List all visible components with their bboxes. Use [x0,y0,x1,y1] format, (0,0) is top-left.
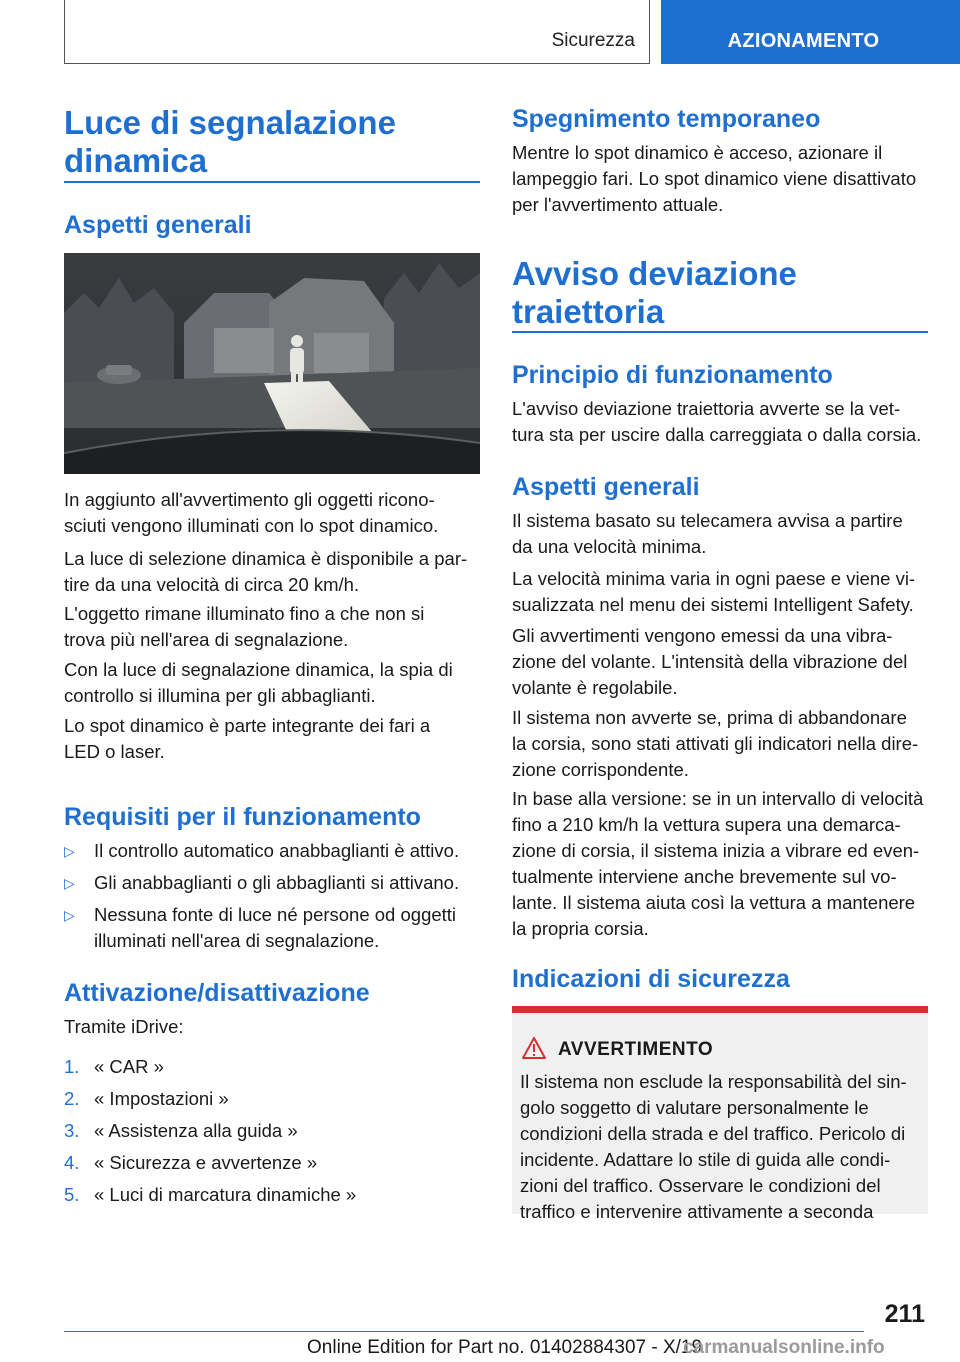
step-number: 1. [64,1056,80,1077]
bullet-triangle-icon: ▷ [64,843,75,859]
left-paragraph-5 [64,713,480,765]
left-p1-line-2: sciuti vengono illuminati con lo spot dinamico. [64,515,439,536]
right-off-line-2: lampeggio fari. Lo spot dinamico viene disattivato [512,168,917,189]
right-title-rule [512,331,928,333]
right-p5-line-3: zione di corsia, il sistema inizia a vibrare ed even- [512,840,920,861]
right-title [512,255,797,331]
step-number: 5. [64,1184,80,1205]
right-p4-line-1: Il sistema non avverte se, prima di abbandonare [512,707,907,728]
right-p5-line-5: lante. Il sistema aiuta così la vettura a mantenere [512,892,916,913]
step-item [64,1054,480,1080]
right-title-line-1: Avviso deviazione [512,255,797,292]
right-p5-line-1: In base alla versione: se in un intervallo di velocità [512,788,924,809]
footer-watermark: carmanualsonline.info [683,1337,885,1358]
left-general-heading: Aspetti generali [64,211,252,239]
header-section-box [64,0,650,64]
step-text: « Sicurezza e avvertenze » [94,1152,318,1173]
left-title [64,104,396,180]
requirement-text: Gli anabbaglianti o gli abbaglianti si attivano. [94,872,460,893]
step-item [64,1150,480,1176]
left-paragraph-3 [64,601,480,653]
step-item [64,1086,480,1112]
left-p2-line-1: La luce di selezione dinamica è disponibile a par- [64,548,468,569]
right-paragraph-2 [512,566,930,618]
warning-box [512,1006,928,1222]
left-p3-line-1: L'oggetto rimane illuminato fino a che non si [64,603,425,624]
activation-intro: Tramite iDrive: [64,1016,184,1037]
warning-line-6: traffico e intervenire attivamente a seconda [520,1201,874,1222]
left-paragraph-1 [64,487,480,539]
left-paragraph-4 [64,657,480,709]
header-chapter-label: AZIONAMENTO [727,30,880,52]
right-off-heading: Spegnimento temporaneo [512,105,821,133]
right-principle-heading: Principio di funzionamento [512,361,833,389]
left-p5-line-1: Lo spot dinamico è parte integrante dei fari a [64,715,431,736]
left-title-line-1: Luce di segnalazione [64,104,396,141]
requirement-item [64,838,480,864]
warning-line-5: zioni del traffico. Osservare le condizioni del [520,1175,881,1196]
right-p3-line-3: volante è regolabile. [512,677,678,698]
warning-text [520,1069,922,1225]
right-paragraph-4 [512,705,930,783]
right-p1-line-2: da una velocità minima. [512,536,707,557]
right-principle-line-1: L'avviso deviazione traiettoria avverte se la vet- [512,398,901,419]
step-text: « Impostazioni » [94,1088,229,1109]
requirement-item [64,902,480,954]
right-paragraph-3 [512,623,930,701]
step-number: 4. [64,1152,80,1173]
footer-edition: Online Edition for Part no. 01402884307 - X/19 [307,1337,703,1358]
right-p3-line-1: Gli avvertimenti vengono emessi da una vibra- [512,625,893,646]
left-p4-line-2: controllo si illumina per gli abbaglianti. [64,685,376,706]
left-p3-line-2: trova più nell'area di segnalazione. [64,629,349,650]
requirement-text [94,902,480,954]
right-p2-line-1: La velocità minima varia in ogni paese e viene vi- [512,568,916,589]
page-number: 211 [884,1300,925,1328]
left-activation-heading: Attivazione/disattivazione [64,979,370,1007]
step-text: « Luci di marcatura dinamiche » [94,1184,357,1205]
right-p2-line-2: sualizzata nel menu dei sistemi Intelligent Safety. [512,594,914,615]
right-title-line-2: traiettoria [512,293,665,330]
right-paragraph-5 [512,786,930,942]
right-paragraph-1 [512,508,930,560]
requirement-text: Il controllo automatico anabbaglianti è attivo. [94,840,460,861]
right-p4-line-3: zione corrispondente. [512,759,689,780]
left-p1-line-1: In aggiunto all'avvertimento gli oggetti ricono- [64,489,435,510]
left-p5-line-2: LED o laser. [64,741,165,762]
step-number: 3. [64,1120,80,1141]
right-p4-line-2: la corsia, sono stati attivati gli indicatori nella dire- [512,733,919,754]
right-principle-line-2: tura sta per uscire dalla carreggiata o dalla corsia. [512,424,922,445]
right-principle-text [512,396,930,448]
step-text: « Assistenza alla guida » [94,1120,298,1141]
step-item [64,1182,480,1208]
header-chapter-tab [661,0,960,64]
warning-line-2: golo soggetto di valutare personalmente le [520,1097,869,1118]
left-title-line-2: dinamica [64,142,208,179]
left-paragraph-2 [64,546,480,598]
right-p3-line-2: zione del volante. L'intensità della vibrazione del [512,651,908,672]
bullet-triangle-icon: ▷ [64,875,75,891]
left-p4-line-1: Con la luce di segnalazione dinamica, la spia di [64,659,453,680]
warning-line-3: condizioni della strada e del traffico. Pericolo di [520,1123,906,1144]
requirement-line-2: illuminati nell'area di segnalazione. [94,930,380,951]
left-p2-line-2: tire da una velocità di circa 20 km/h. [64,574,360,595]
warning-triangle-icon [522,1037,546,1059]
right-p1-line-1: Il sistema basato su telecamera avvisa a partire [512,510,903,531]
right-safety-heading: Indicazioni di sicurezza [512,965,790,993]
bullet-triangle-icon: ▷ [64,907,75,923]
left-title-rule [64,181,480,183]
right-general-heading: Aspetti generali [512,473,700,501]
left-requirements-heading: Requisiti per il funzionamento [64,803,421,831]
right-off-line-1: Mentre lo spot dinamico è acceso, azionare il [512,142,883,163]
requirement-item [64,870,480,896]
header-section-label: Sicurezza [551,30,635,51]
requirement-line-1: Nessuna fonte di luce né persone od oggetti [94,904,457,925]
warning-line-4: incidente. Adattare lo stile di guida alle condi- [520,1149,891,1170]
right-off-line-3: per l'avvertimento attuale. [512,194,724,215]
warning-title: AVVERTIMENTO [558,1039,714,1060]
warning-line-1: Il sistema non esclude la responsabilità del sin- [520,1071,907,1092]
right-p5-line-2: fino a 210 km/h la vettura supera una demarca- [512,814,901,835]
right-p5-line-6: la propria corsia. [512,918,649,939]
step-item [64,1118,480,1144]
step-number: 2. [64,1088,80,1109]
right-p5-line-4: tualmente interviene anche brevemente sul vo- [512,866,897,887]
dynamic-spot-illustration [64,253,480,474]
right-off-text [512,140,930,218]
footer-rule [64,1331,864,1332]
step-text: « CAR » [94,1056,164,1077]
